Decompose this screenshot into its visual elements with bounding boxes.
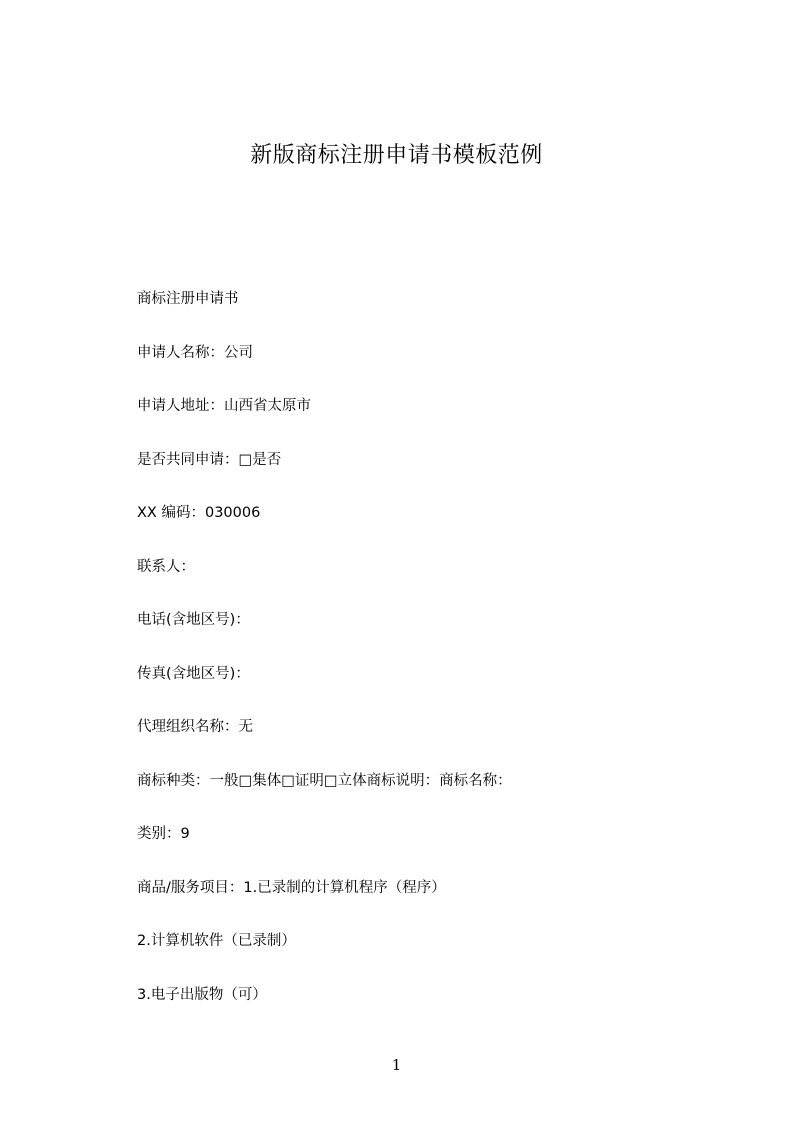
- page-number: 1: [391, 1056, 402, 1074]
- form-heading: 商标注册申请书: [137, 291, 239, 307]
- agency-name-line: 代理组织名称：无: [137, 719, 253, 735]
- goods-item-2-line: 2.计算机软件（已录制）: [137, 933, 296, 949]
- phone-line: 电话(含地区号)：: [137, 612, 250, 628]
- category-line: 类别：9: [137, 826, 190, 842]
- joint-application-line: 是否共同申请：□是否: [137, 451, 282, 468]
- document-title: 新版商标注册申请书模板范例: [250, 143, 543, 168]
- applicant-name-line: 申请人名称：公司: [137, 344, 253, 361]
- applicant-address-line: 申请人地址：山西省太原市: [137, 398, 311, 414]
- goods-item-3-line: 3.电子出版物（可）: [137, 986, 267, 1003]
- postal-code-line: XX 编码：030006: [137, 505, 261, 521]
- contact-person-line: 联系人：: [137, 558, 195, 575]
- trademark-type-line: 商标种类：一般□集体□证明□立体商标说明：商标名称：: [137, 772, 512, 789]
- goods-services-line: 商品/服务项目：1.已录制的计算机程序（程序）: [137, 879, 446, 896]
- fax-line: 传真(含地区号)：: [137, 665, 250, 682]
